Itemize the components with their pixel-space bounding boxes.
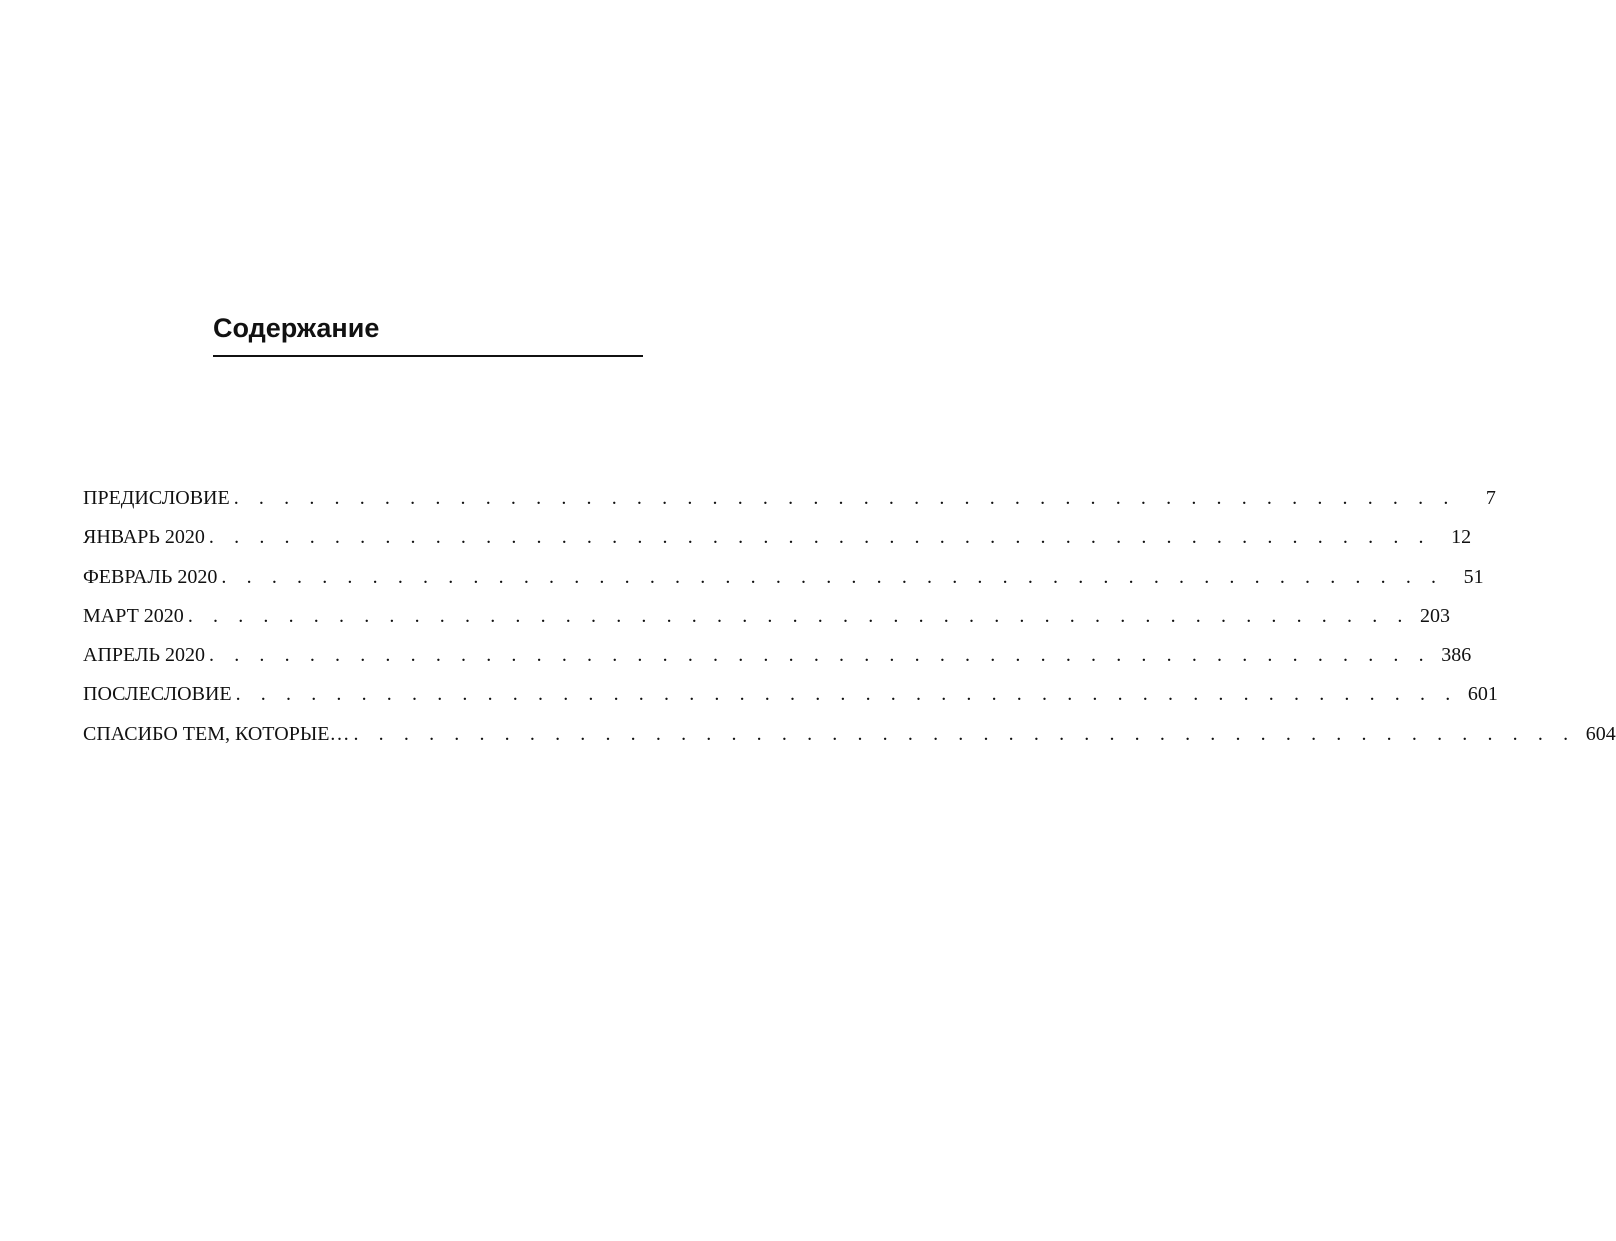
toc-entry-title: ЯНВАРЬ 2020	[83, 526, 205, 549]
contents-header	[213, 310, 643, 357]
dot-leader: . . . . . . . . . . . . . . . . . . . . . . . . . . . . . . . . . . . . . . . . . . . . . . . . .	[235, 683, 1458, 706]
dot-leader: . . . . . . . . . . . . . . . . . . . . . . . . . . . . . . . . . . . . . . . . . . . . . . . . .	[233, 487, 1456, 509]
toc-entry-title: АПРЕЛЬ 2020	[83, 644, 206, 667]
toc-entry-acknowledgements[interactable]	[83, 719, 1616, 758]
toc-entry-april-2020[interactable]	[83, 640, 1472, 679]
toc-entry-page-number: 604	[1585, 722, 1616, 745]
toc-entry-page-number: 203	[1420, 604, 1451, 627]
toc-entry-afterword[interactable]	[83, 679, 1498, 718]
dot-leader: . . . . . . . . . . . . . . . . . . . . . . . . . . . . . . . . . . . . . . . . . . . . . . . . .	[209, 644, 1432, 667]
toc-entry-page-number: 51	[1463, 565, 1484, 588]
toc-entry-february-2020[interactable]	[83, 562, 1484, 601]
toc-entry-page-number: 7	[1485, 487, 1496, 509]
toc-entry-page-number: 12	[1451, 526, 1472, 549]
toc-entry-title: СПАСИБО ТЕМ, КОТОРЫЕ…	[83, 722, 350, 745]
toc-entry-march-2020[interactable]	[83, 601, 1451, 640]
toc-entry-title: ФЕВРАЛЬ 2020	[83, 565, 218, 588]
title-underline	[213, 355, 643, 357]
dot-leader: . . . . . . . . . . . . . . . . . . . . . . . . . . . . . . . . . . . . . . . . . . . . . . . . .	[221, 565, 1444, 588]
toc-entry-title: ПОСЛЕСЛОВИЕ	[83, 683, 232, 706]
toc-entry-title: МАРТ 2020	[83, 604, 184, 627]
toc-entry-title: ПРЕДИСЛОВИЕ	[83, 487, 230, 509]
dot-leader: . . . . . . . . . . . . . . . . . . . . . . . . . . . . . . . . . . . . . . . . . . . . . . . . .	[187, 604, 1411, 627]
dot-leader: . . . . . . . . . . . . . . . . . . . . . . . . . . . . . . . . . . . . . . . . . . . . . . . . .	[353, 722, 1576, 745]
table-of-contents	[83, 483, 1616, 758]
toc-entry-preface[interactable]	[83, 483, 1496, 522]
toc-entry-page-number: 386	[1441, 644, 1472, 667]
toc-entry-january-2020[interactable]	[83, 522, 1472, 561]
page-title: Содержание	[213, 313, 380, 343]
dot-leader: . . . . . . . . . . . . . . . . . . . . . . . . . . . . . . . . . . . . . . . . . . . . . . . . .	[208, 526, 1432, 549]
toc-entry-page-number: 601	[1467, 683, 1498, 706]
